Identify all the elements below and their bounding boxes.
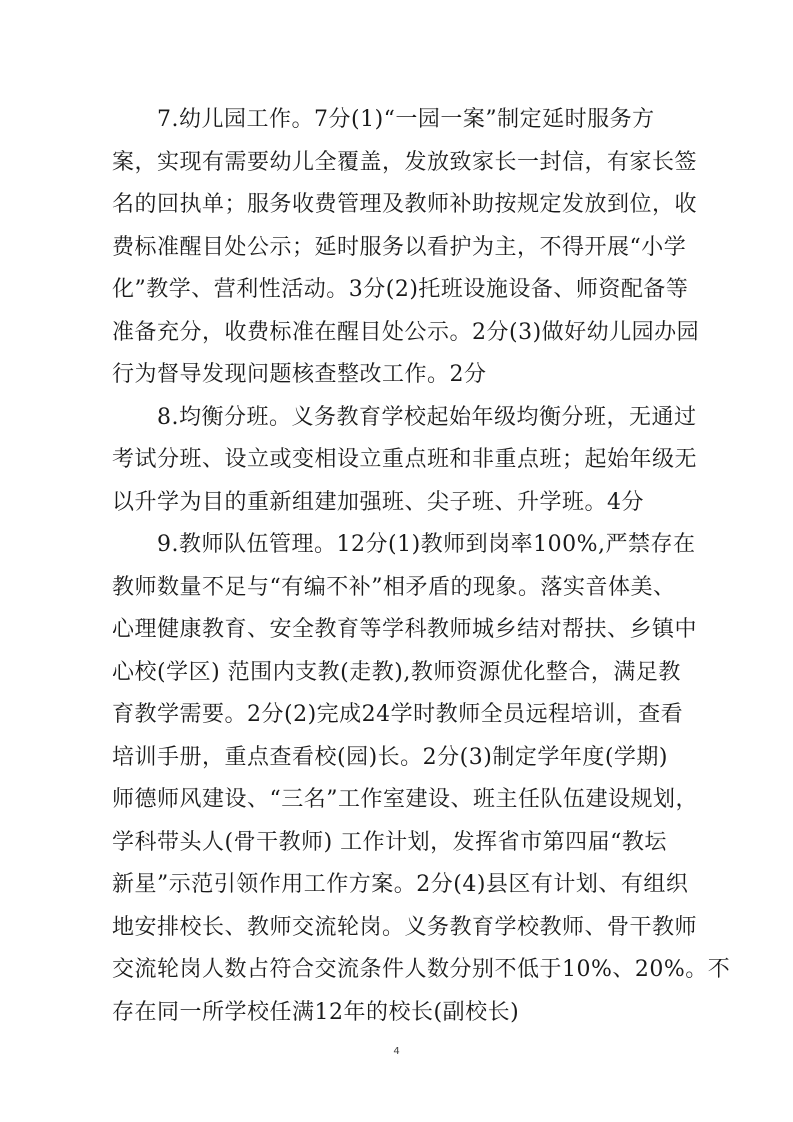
text-line: 名的回执单；服务收费管理及教师补助按规定发放到位，收 xyxy=(112,192,698,217)
text-line: 师德师风建设、“三名”工作室建设、班主任队伍建设规划， xyxy=(112,787,698,812)
text-line: 心理健康教育、安全教育等学科教师城乡结对帮扶、乡镇中 xyxy=(112,617,698,642)
text-line: 心校(学区) 范围内支教(走教),教师资源优化整合，满足教 xyxy=(112,660,681,685)
text-line: 新星”示范引领作用工作方案。2分(4)县区有计划、有组织 xyxy=(112,872,689,897)
text-line: 费标准醒目处公示；延时服务以看护为主，不得开展“小学 xyxy=(112,235,687,260)
text-line: 学科带头人(骨干教师) 工作计划，发挥省市第四届“教坛 xyxy=(112,830,667,855)
text-line: 培训手册，重点查看校(园)长。2分(3)制定学年度(学期) xyxy=(112,745,668,770)
text-line: 8.均衡分班。义务教育学校起始年级均衡分班，无通过 xyxy=(157,405,697,430)
text-line: 交流轮岗人数占符合交流条件人数分别不低于10%、20%。不 xyxy=(112,957,731,982)
page-number: 4 xyxy=(393,1046,400,1057)
text-line: 育教学需要。2分(2)完成24学时教师全员远程培训，查看 xyxy=(112,702,684,727)
text-line: 存在同一所学校任满12年的校长(副校长) xyxy=(112,1000,520,1025)
text-line: 地安排校长、教师交流轮岗。义务教育学校教师、骨干教师 xyxy=(112,915,698,940)
text-line: 化”教学、营利性活动。3分(2)托班设施设备、师资配备等 xyxy=(112,277,689,302)
text-line: 考试分班、设立或变相设立重点班和非重点班；起始年级无 xyxy=(112,447,698,472)
text-line: 以升学为目的重新组建加强班、尖子班、升学班。4分 xyxy=(112,490,644,515)
text-line: 案，实现有需要幼儿全覆盖，发放致家长一封信，有家长签 xyxy=(112,150,698,175)
text-line: 教师数量不足与“有编不补”相矛盾的现象。落实音体美、 xyxy=(112,575,676,600)
text-line: 准备充分，收费标准在醒目处公示。2分(3)做好幼儿园办园 xyxy=(112,320,700,345)
text-line: 7.幼儿园工作。7分(1)“一园一案”制定延时服务方 xyxy=(157,107,655,132)
text-line: 行为督导发现问题核查整改工作。2分 xyxy=(112,362,487,387)
text-line: 9.教师队伍管理。12分(1)教师到岗率100%,严禁存在 xyxy=(157,532,696,557)
